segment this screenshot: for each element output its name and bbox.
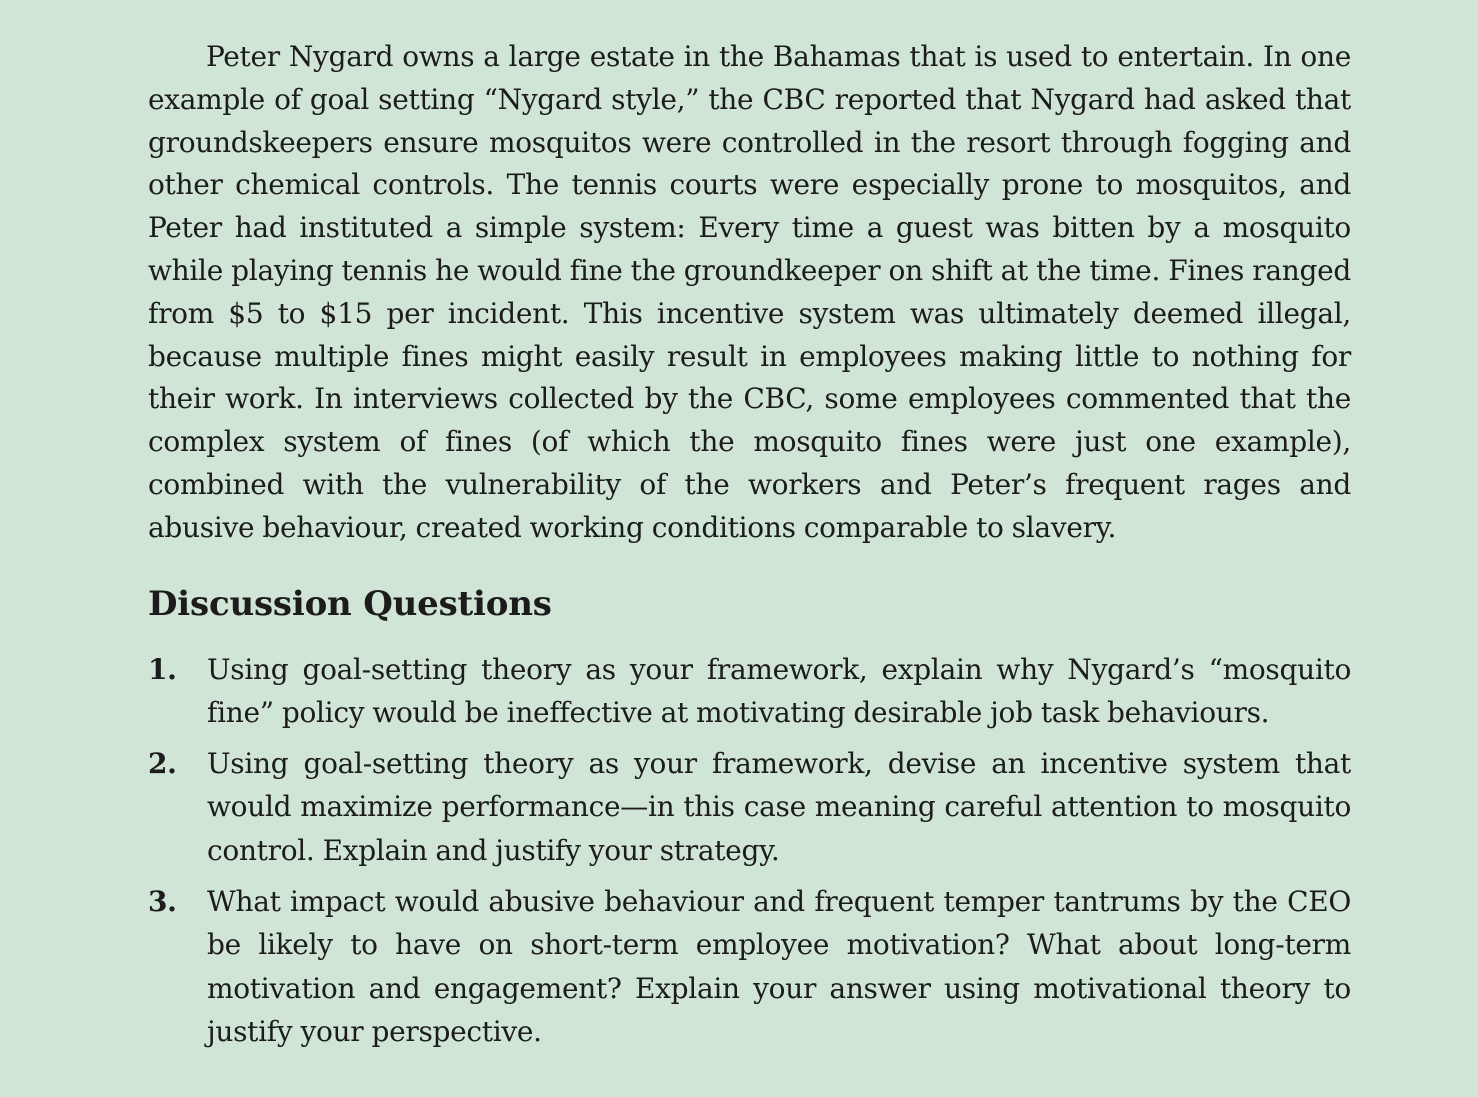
case-paragraph: Peter Nygard owns a large estate in the Bahamas that is used to entertain. In one example of goal setting “Nygard style,” the CBC reported that Nygard had asked that groundskeepers ensure mosquitos were controlled in the resort through fogging and other chemical controls. The tennis courts were especially prone to mosquitos, and Peter had instituted a simple system: Every time a guest was bitten by a mosquito while playing tennis he would fine the groundkeeper on shift at the time. Fines ranged from $5 to $15 per incident. This incentive system was ultimately deemed illegal, because multiple fines might easily result in employees making little to nothing for their work. In interviews collected by the CBC, some employees commented that the complex system of fines (of which the mosquito fines were just one example), combined with the vulnerability of the workers and Peter’s frequent rages and abusive behaviour, created working conditions comparable to slavery.: [148, 40, 1351, 544]
discussion-questions-heading: Discussion Questions: [148, 583, 552, 624]
discussion-question-2: [148, 742, 1351, 872]
discussion-question-1: [148, 648, 1351, 735]
document-page: [148, 36, 1351, 1061]
discussion-question-3: [148, 880, 1351, 1053]
question-text: What impact would abusive behaviour and frequent temper tantrums by the CEO be likely to have on short-term employee motivation? What about long-term motivation and engagement? Explain your answer using motivational theory to justify your perspective.: [207, 885, 1351, 1048]
question-number: 3.: [148, 885, 177, 919]
question-number: 2.: [148, 747, 177, 781]
question-text: Using goal-setting theory as your framework, devise an incentive system that would maximize performance—in this case meaning careful attention to mosquito control. Explain and justify your strategy.: [207, 747, 1351, 867]
question-text: Using goal-setting theory as your framework, explain why Nygard’s “mosquito fine” policy would be ineffective at motivating desirable job task behaviours.: [207, 652, 1351, 729]
question-number: 1.: [148, 652, 177, 686]
discussion-question-list: [148, 648, 1351, 1054]
